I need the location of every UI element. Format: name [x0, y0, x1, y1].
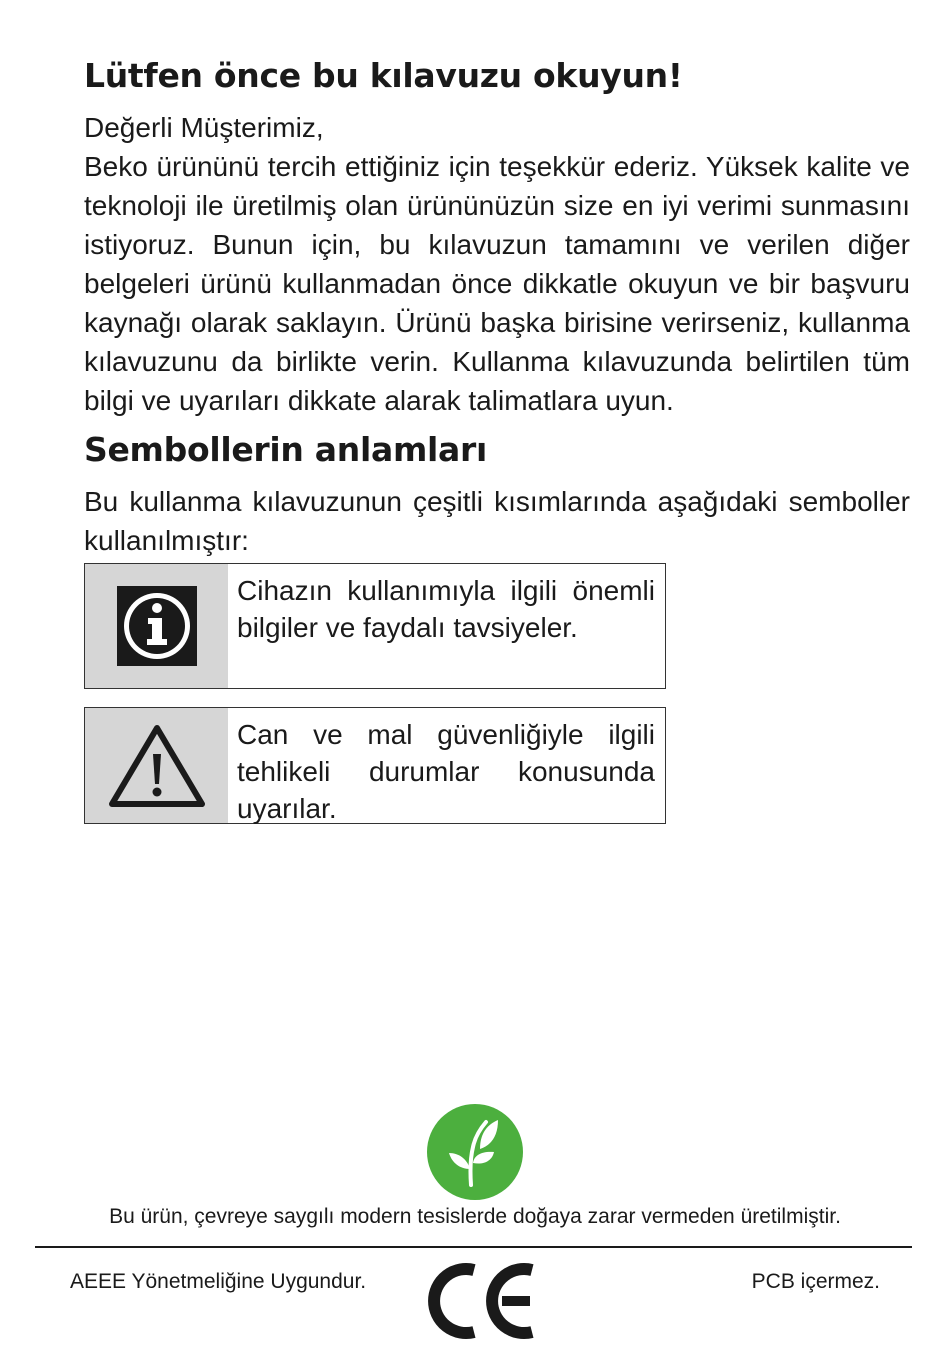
- ce-mark-icon: [426, 1262, 536, 1340]
- eco-statement: Bu ürün, çevreye saygılı modern tesislerde doğaya zarar vermeden üretilmiştir.: [109, 1205, 841, 1228]
- warning-icon-cell: [85, 708, 228, 823]
- symbols-heading: Sembollerin anlamları: [84, 430, 487, 469]
- warning-symbol-text: Can ve mal güvenliğiyle ilgili tehlikeli durumlar konusunda uyarılar.: [237, 719, 655, 824]
- warning-symbol-box: [84, 707, 666, 824]
- info-icon: [117, 586, 197, 666]
- weee-compliance: AEEE Yönetmeliğine Uygundur.: [70, 1270, 367, 1293]
- warning-icon: [109, 724, 205, 808]
- footer-divider: [35, 1246, 912, 1248]
- salutation: Değerli Müşterimiz,: [84, 112, 324, 143]
- intro-body: Beko ürününü tercih ettiğiniz için teşekkür ederiz. Yüksek kalite ve teknoloji ile üretilmiş olan ürününüzün size en iyi verimi sunmasını istiyoruz. Bunun için, bu kılavuzun tamamını ve verilen diğer belgeleri ürünü kullanmadan önce dikkatle okuyun ve bir başvuru kaynağı olarak saklayın. Ürünü başka birisine verirseniz, kullanma kılavuzunu da birlikte verin. Kullanma kılavuzunda belirtilen tüm bilgi ve uyarıları dikkate alarak talimatlara uyun.: [84, 151, 910, 416]
- info-symbol-box: [84, 563, 666, 689]
- info-symbol-text: Cihazın kullanımıyla ilgili önemli bilgiler ve faydalı tavsiyeler.: [237, 575, 655, 643]
- pcb-statement: PCB içermez.: [751, 1270, 880, 1293]
- info-icon-cell: [85, 564, 228, 688]
- page-title: Lütfen önce bu kılavuzu okuyun!: [84, 56, 683, 95]
- symbols-description: Bu kullanma kılavuzunun çeşitli kısımlarında aşağıdaki semboller kullanılmıştır:: [84, 486, 910, 556]
- leaf-icon: [426, 1103, 524, 1201]
- intro-text: [84, 108, 910, 420]
